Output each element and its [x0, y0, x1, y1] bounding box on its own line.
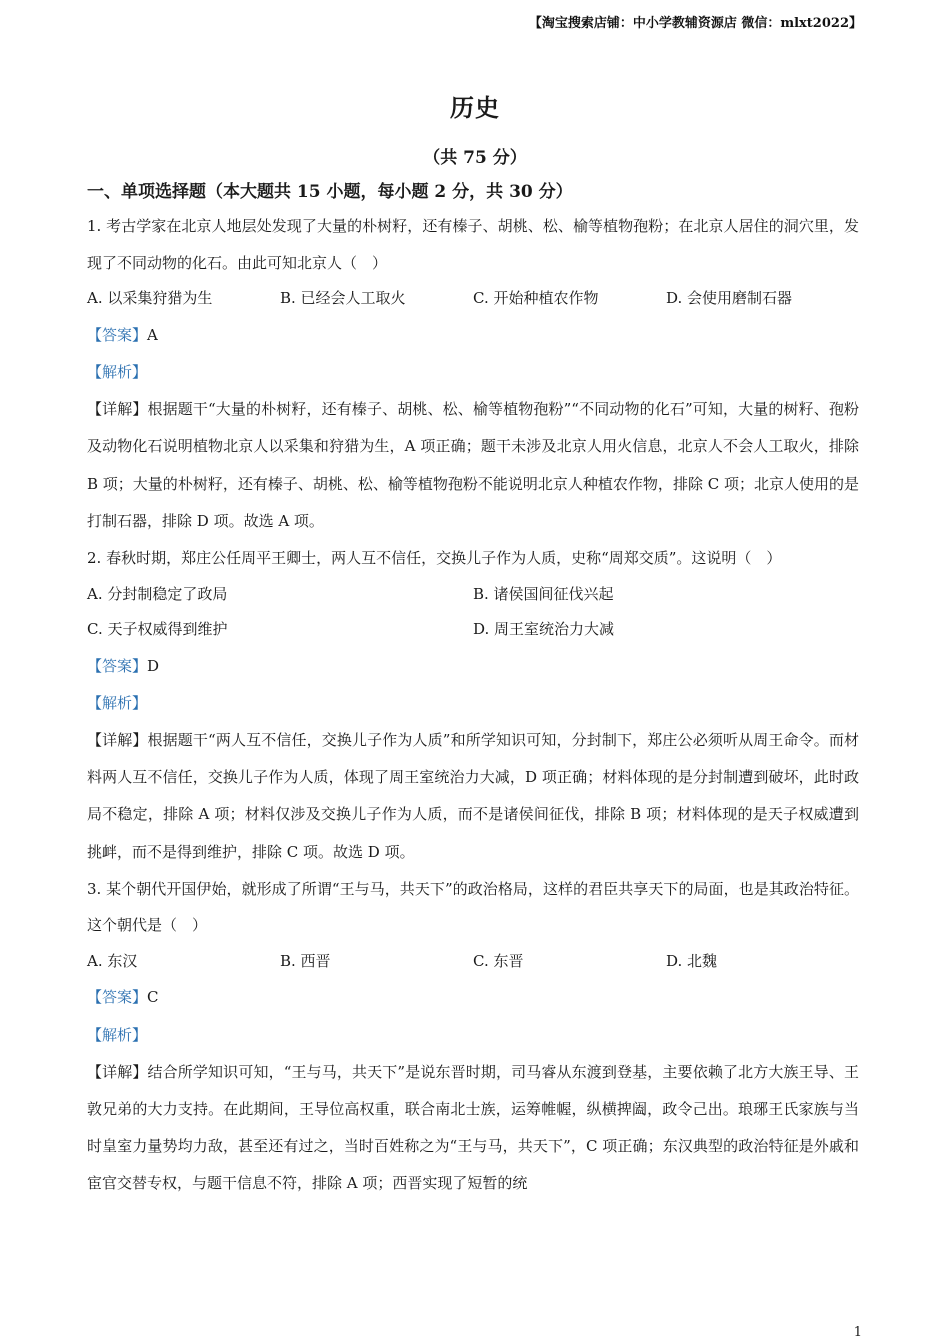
question-1-options: [87, 281, 859, 317]
detail-tag: 【详解】: [87, 730, 148, 749]
option-a: A. 东汉: [87, 951, 138, 970]
question-2: [87, 540, 859, 871]
answer-line: [87, 317, 859, 354]
detail-paragraph: [87, 391, 859, 540]
detail-text: 根据题干“大量的朴树籽，还有榛子、胡桃、松、榆等植物孢粉”“不同动物的化石”可知，大量的树籽、孢粉及动物化石说明植物北京人以采集和狩猎为生，A 项正确；题干未涉及北京人用火信息，北京人不会人工取火，排除 B 项；大量的朴树籽，还有榛子、胡桃、松、榆等植物孢粉不能说明北京人种植农作物，排除 C 项；北京人使用的是打制石器，排除 D 项。故选 A 项。: [87, 400, 859, 530]
option-d: D. 北魏: [666, 951, 718, 970]
question-2-text: 2. 春秋时期，郑庄公任周平王卿士，两人互不信任，交换儿子作为人质，史称“周郑交质”。这说明（ ）: [87, 548, 782, 567]
option-d: D. 会使用磨制石器: [666, 289, 793, 308]
answer-value: C: [147, 988, 159, 1007]
answer-line: [87, 648, 859, 685]
answer-value: D: [147, 656, 160, 675]
answer-line: [87, 979, 859, 1016]
option-c: C. 开始种植农作物: [473, 289, 599, 308]
question-1: [87, 208, 859, 540]
analysis-line: [87, 685, 859, 722]
option-a: A. 分封制稳定了政局: [87, 584, 228, 603]
option-b: B. 诸侯国间征伐兴起: [473, 584, 614, 603]
question-2-options-row1: [87, 577, 859, 613]
option-d: D. 周王室统治力大减: [473, 620, 615, 638]
analysis-tag: 【解析】: [87, 693, 148, 712]
option-b: B. 已经会人工取火: [280, 289, 406, 308]
answer-tag: 【答案】: [87, 988, 148, 1007]
question-3-options: [87, 944, 859, 980]
analysis-tag: 【解析】: [87, 362, 148, 381]
option-a: A. 以采集狩猎为生: [87, 289, 213, 308]
analysis-tag: 【解析】: [87, 1025, 148, 1044]
analysis-line: [87, 1017, 859, 1054]
question-1-text: 1. 考古学家在北京人地层处发现了大量的朴树籽，还有榛子、胡桃、松、榆等植物孢粉；在北京人居住的洞穴里，发现了不同动物的化石。由此可知北京人（ ）: [87, 217, 859, 272]
question-3: [87, 871, 859, 1203]
option-b: B. 西晋: [280, 951, 331, 970]
detail-paragraph: [87, 1054, 859, 1203]
option-c: C. 天子权威得到维护: [87, 620, 228, 638]
answer-tag: 【答案】: [87, 325, 148, 344]
detail-paragraph: [87, 722, 859, 871]
analysis-line: [87, 354, 859, 391]
page-title: 历史: [450, 93, 500, 122]
question-3-text: 3. 某个朝代开国伊始，就形成了所谓“王与马，共天下”的政治格局，这样的君臣共享天下的局面，也是其政治特征。这个朝代是（ ）: [87, 879, 859, 935]
detail-tag: 【详解】: [87, 400, 148, 419]
option-c: C. 东晋: [473, 951, 524, 970]
header-note: 【淘宝搜索店铺：中小学教辅资源店 微信：mlxt2022】: [528, 16, 862, 31]
page-subtitle: （共 75 分）: [423, 148, 527, 168]
detail-tag: 【详解】: [87, 1062, 148, 1081]
detail-text: 结合所学知识可知，“王与马，共天下”是说东晋时期，司马睿从东渡到登基，主要依赖了北方大族王导、王敦兄弟的大力支持。在此期间，王导位高权重，联合南北士族，运筹帷幄，纵横捭阖，政令己出。琅琊王氏家族与当时皇室力量势均力敌，甚至还有过之，当时百姓称之为“王与马，共天下”，C 项正确；东汉典型的政治特征是外戚和宦官交替专权，与题干信息不符，排除 A 项；西晋实现了短暂的统: [87, 1062, 859, 1193]
question-2-options-row2: [87, 612, 859, 648]
answer-value: A: [147, 325, 158, 344]
page-number: 1: [853, 1325, 862, 1340]
document-body: [87, 176, 859, 1203]
section-heading: 一、单项选择题（本大题共 15 小题，每小题 2 分，共 30 分）: [87, 182, 573, 202]
answer-tag: 【答案】: [87, 656, 148, 675]
detail-text: 根据题干“两人互不信任，交换儿子作为人质”和所学知识可知，分封制下，郑庄公必须听从周王命令。而材料两人互不信任，交换儿子作为人质，体现了周王室统治力大减，D 项正确；材料体现的是分封制遭到破坏，此时政局不稳定，排除 A 项；材料仅涉及交换儿子作为人质，而不是诸侯间征伐，排除 B 项；材料体现的是天子权威遭到挑衅，而不是得到维护，排除 C 项。故选 D 项。: [87, 730, 859, 861]
